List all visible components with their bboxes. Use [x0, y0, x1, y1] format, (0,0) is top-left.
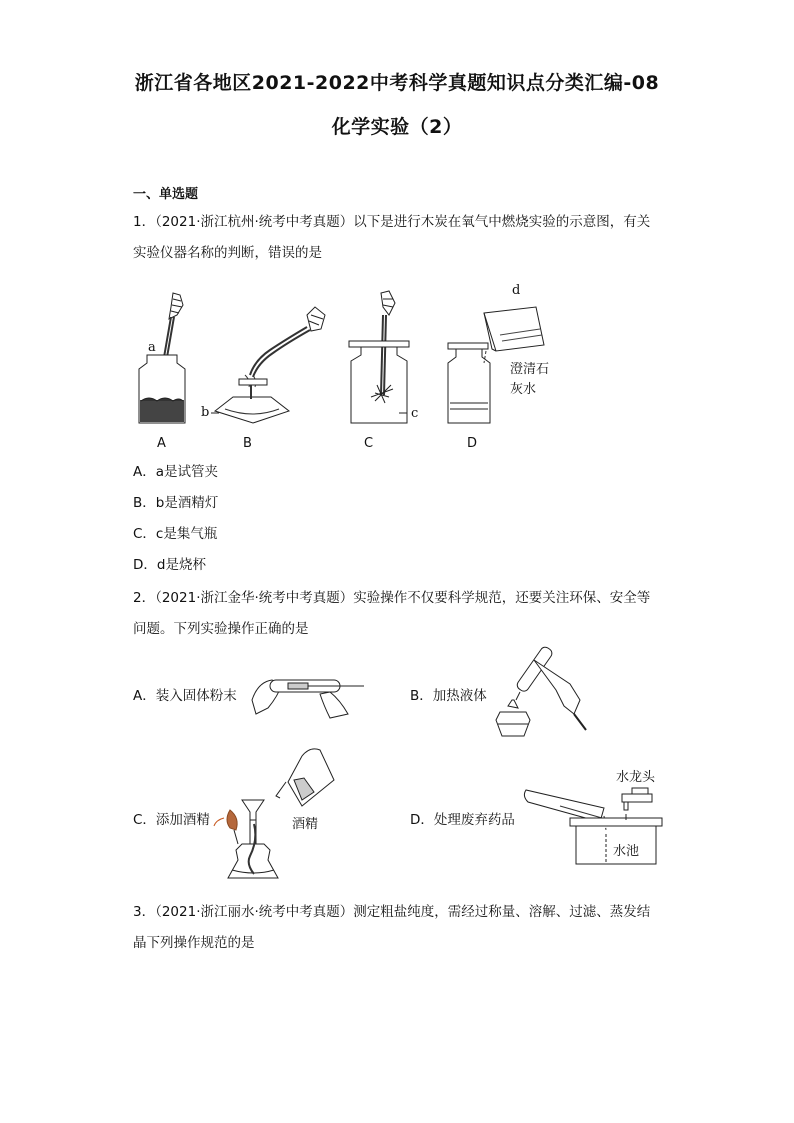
title-line-2: 化学实验（2）	[331, 116, 463, 138]
label-a: a	[148, 340, 156, 355]
q2-option-d: D．处理废弃药品	[410, 812, 515, 828]
label-b: b	[201, 405, 210, 420]
figure-caption-b: B	[243, 436, 252, 451]
q1-option-d: D．d是烧杯	[133, 557, 206, 573]
q2-stem-line2: 问题。下列实验操作正确的是	[133, 621, 309, 637]
q1-stem-line2: 实验仪器名称的判断，错误的是	[133, 245, 322, 261]
label-d: d	[512, 283, 521, 298]
q1-stem-line1: 1．（2021·浙江杭州·统考中考真题）以下是进行木炭在氧气中燃烧实验的示意图，有关	[133, 214, 651, 230]
q1-option-a: A．a是试管夹	[133, 464, 219, 480]
q1-figure-a	[133, 285, 193, 430]
q2-option-a: A．装入固体粉末	[133, 688, 237, 704]
q2-option-b: B．加热液体	[410, 688, 487, 704]
q2-figure-b-heating	[490, 640, 600, 745]
sink-label: 水池	[613, 844, 640, 859]
q1-option-c: C．c是集气瓶	[133, 526, 218, 542]
title-line-1: 浙江省各地区2021-2022中考科学真题知识点分类汇编-08	[134, 72, 660, 94]
figure-caption-d: D	[467, 436, 478, 451]
q2-stem-line1: 2．（2021·浙江金华·统考中考真题）实验操作不仅要科学规范，还要关注环保、安全等	[133, 590, 651, 606]
faucet-label: 水龙头	[616, 770, 656, 785]
section-heading: 一、单选题	[133, 187, 199, 202]
limewater-label-2: 灰水	[510, 382, 537, 397]
label-c: c	[411, 406, 419, 421]
q3-stem-line2: 晶下列操作规范的是	[133, 935, 255, 951]
figure-caption-a: A	[157, 436, 166, 451]
q1-figure-b	[195, 295, 340, 430]
q2-figure-a-powder	[248, 660, 368, 720]
q1-option-b: B．b是酒精灯	[133, 495, 219, 511]
q2-option-c: C．添加酒精	[133, 812, 210, 828]
limewater-label-1: 澄清石	[510, 362, 550, 377]
figure-caption-c: C	[364, 436, 374, 451]
q2-figure-d-waste	[520, 780, 670, 870]
alcohol-label: 酒精	[292, 817, 319, 832]
q3-stem-line1: 3．（2021·浙江丽水·统考中考真题）测定粗盐纯度，需经过称量、溶解、过滤、蒸发结	[133, 904, 651, 920]
q2-figure-c-alcohol	[210, 740, 340, 890]
